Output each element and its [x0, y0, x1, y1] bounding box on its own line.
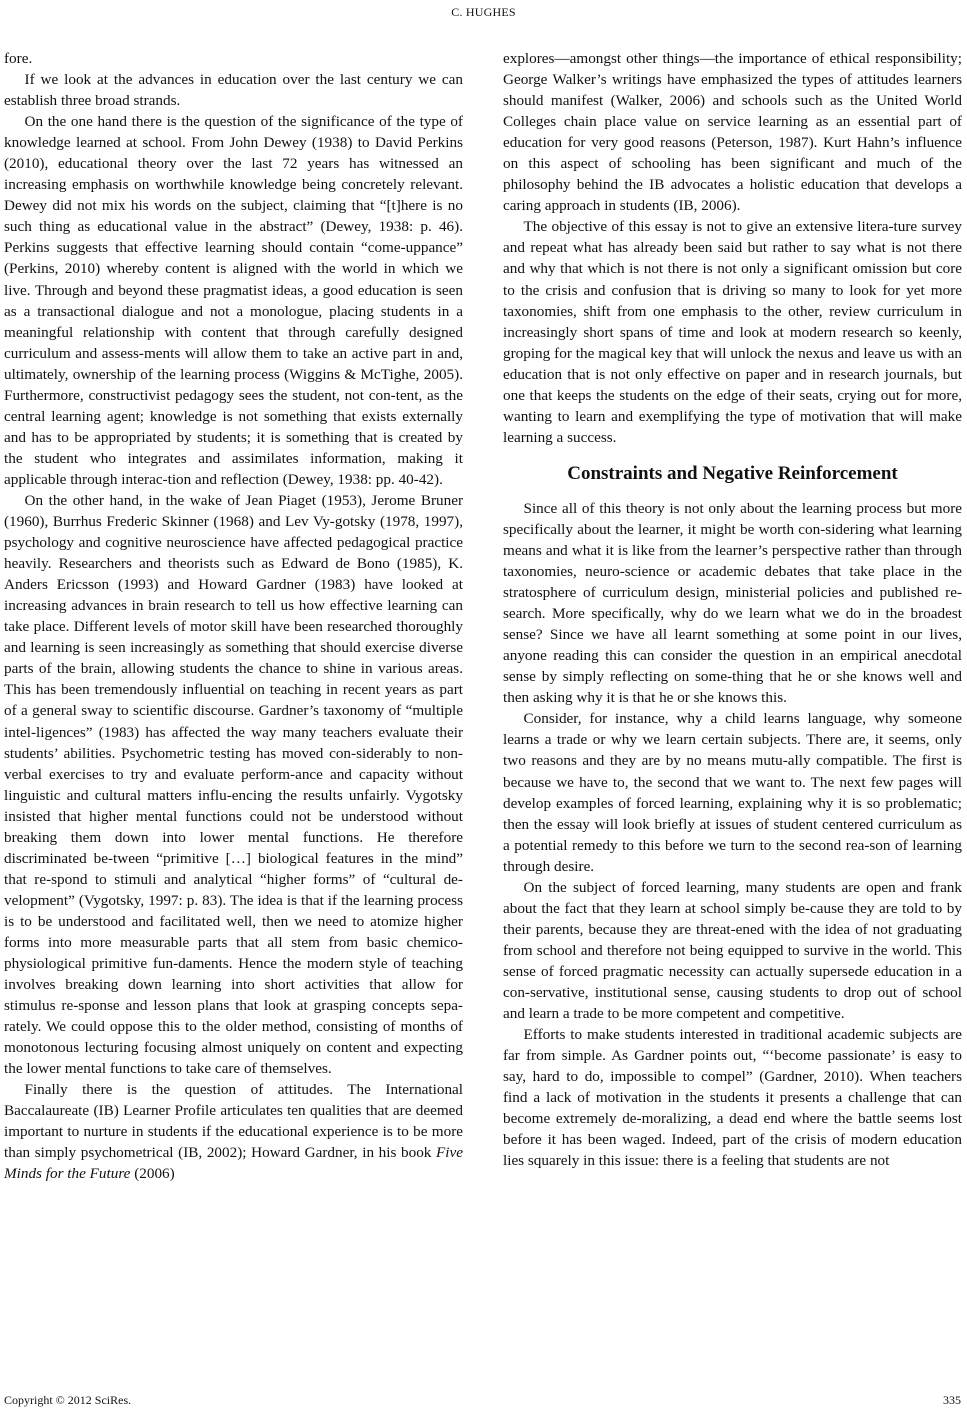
paragraph: Consider, for instance, why a child learns language, why someone learns a trade or why we learn certain subjects. There are, it seems, only two reasons and they are by no means mutu-ally compatible. The first is because we have to, the second that we want to. The next few pages will develop examples of forced learning, explaining why it is so problematic; then the essay will look briefly at issues of student centered curriculum as a potential remedy to this before we turn to the second rea-son of learning through desire.: [503, 710, 962, 875]
paragraph: fore.: [4, 50, 33, 67]
paragraph: If we look at the advances in education over the last century we can establish three broad strands.: [4, 71, 463, 110]
paragraph: On the subject of forced learning, many students are open and frank about the fact that they learn at school simply be-cause they are told to by their parents, because they are threat-ened with the idea of not graduating from school and therefore not being equipped to survive in the world. This sense of forced pragmatic necessity can actually supersede education in a con-servative, institutional sense, causing students to drop out of school and learn a trade to be more competent and competitive.: [503, 878, 962, 1023]
paragraph: On the one hand there is the question of the significance of the type of knowledge learned at school. From John Dewey (1938) to David Perkins (2010), educational theory over the last 72 years has witnessed an increasing emphasis on worthwhile knowledge being concretely relevant. Dewey did not mix his words on the subject, claiming that “[t]here is no such thing as educational value in the abstract” (Dewey, 1938: p. 46). Perkins suggests that effective learning should contain “come-uppance” (Perkins, 2010) whereby content is aligned with the world in which we live. Through and beyond these pragmatist ideas, a good education is seen as a transactional dialogue and not a monologue, placing students in a meaningful relationship with content that through carefully designed curriculum and assess-ments will allow them to take an active part in and, ultimately, ownership of the learning process (Wiggins & McTighe, 2005). Furthermore, constructivist pedagogy sees the student, not con-tent, as the central learning agent; knowledge is not something that exists externally and has to be appropriated by students; it is something that is created by the student who integrates and assimilates information, making it applicable through interac-tion and reflection (Dewey, 1938: pp. 40-42).: [4, 113, 463, 488]
copyright-notice: Copyright © 2012 SciRes.: [4, 1393, 132, 1407]
paragraph: Finally there is the question of attitudes. The International Baccalaureate (IB) Learner Profile articulates ten qualities that are deemed important to nurture in students if the educational experience is to be more than simply psychometrical (IB, 2002); Howard Gardner, in his book Five Minds for the Future (2006): [4, 1081, 463, 1183]
paragraph: explores—amongst other things—the importance of ethical responsibility; George Walker’s writings have emphasized the types of attitudes learners should manifest (Walker, 2006) and schools such as the United World Colleges chain place value on service learning as an essential part of education for very good reasons (Peterson, 1987). Kurt Hahn’s influence on this aspect of schooling has been significant and much of the philosophy behind the IB advocates a holistic education that develops a caring approach in students (IB, 2006).: [503, 50, 962, 215]
paragraph: Since all of this theory is not only about the learning process but more specifically about the learner, it might be worth con-sidering what learning means and what it is like from the learner’s perspective rather than through taxonomies, neuro-science or academic debates that take place in the stratosphere of curriculum design, ministerial policies and published re-search. More specifically, why do we learn what we do in the broadest sense? Since we have all learnt something at some point in our lives, anyone reading this can consider the question in an empirical anecdotal sense by simply reflecting on some-thing that he or she knows well and then asking why it is that he or she knows this.: [503, 499, 962, 707]
paragraph: The objective of this essay is not to give an extensive litera-ture survey and repeat what has already been said but rather to say what is not there and why that which is not there is not only a significant omission but core to the crisis and confusion that is driving so many to look for yet more taxonomies, shift from one emphasis to the other, review curriculum in increasingly short spans of time and look at modern research so keenly, groping for the magical key that will unlock the nexus and leave us with an education that is not only effective on paper and in research journals, but one that keeps the students on the edge of their seats, crying out for more, wanting to learn and exemplifying the type of motivation that will make learning a success.: [503, 218, 962, 446]
book-title: Five Minds for the Future: [4, 1144, 463, 1183]
left-column: [4, 48, 463, 1185]
right-column: [503, 48, 962, 1171]
section-heading: Constraints and Negative Reinforcement: [567, 462, 898, 484]
paragraph: Efforts to make students interested in traditional academic subjects are far from simple. As Gardner points out, “‘become passionate’ is easy to say, hard to do, impossible to compel” (Gardner, 2010). When teachers find a lack of motivation in the students it presents a challenge that can become extremely de-moralizing, a dead end where the battle seems lost before it has been waged. Indeed, part of the crisis of modern education lies squarely in this issue: there is a feeling that students are not: [503, 1026, 962, 1170]
running-head: C. HUGHES: [451, 5, 516, 19]
page-number: 335: [943, 1393, 961, 1407]
paragraph: On the other hand, in the wake of Jean Piaget (1953), Jerome Bruner (1960), Burrhus Frederic Skinner (1968) and Lev Vy-gotsky (1978, 1997), psychology and cognitive neuroscience have affected pedagogical practice heavily. Researchers and theorists such as Edward de Bono (1985), K. Anders Ericsson (1993) and Howard Gardner (1983) have looked at increasing advances in brain research to tell us how effective learning can take place. Different levels of motor skill have been researched thoroughly and learning is seen increasingly as something that should exercise diverse parts of the brain, allowing students the chance to shine in various areas. This has been tremendously influential on teaching in recent years as part of a general sway to scientific discourse. Gardner’s taxonomy of “multiple intel-ligences” (1983) has affected the way many teachers evaluate their students’ abilities. Psychometric testing has moved con-siderably to non-verbal exercises to try and evaluate perform-ance and capacity without linguistic and cultural matters influ-encing the results unfairly. Vygotsky insisted that higher mental functions could not be understood without breaking them down into lower mental functions. He therefore discriminated be-tween “primitive […] biological features in the mind” that re-spond to stimuli and analytical “higher forms” of “cultural de-velopment” (Vygotsky, 1997: p. 83). The idea is that if the learning process is to be understood and facilitated well, then we need to atomize higher forms into more measurable parts that all stem from basic chemico-physiological primitive fun-daments. Hence the modern style of teaching involves breaking down learning into short activities that allow for stimulus re-sponse and lesson plans that look at grasping concepts sepa-rately. We could oppose this to the older method, consisting of months of monotonous lecturing focusing almost uniquely on content and expecting the lower mental functions to take care of themselves.: [4, 491, 463, 1078]
